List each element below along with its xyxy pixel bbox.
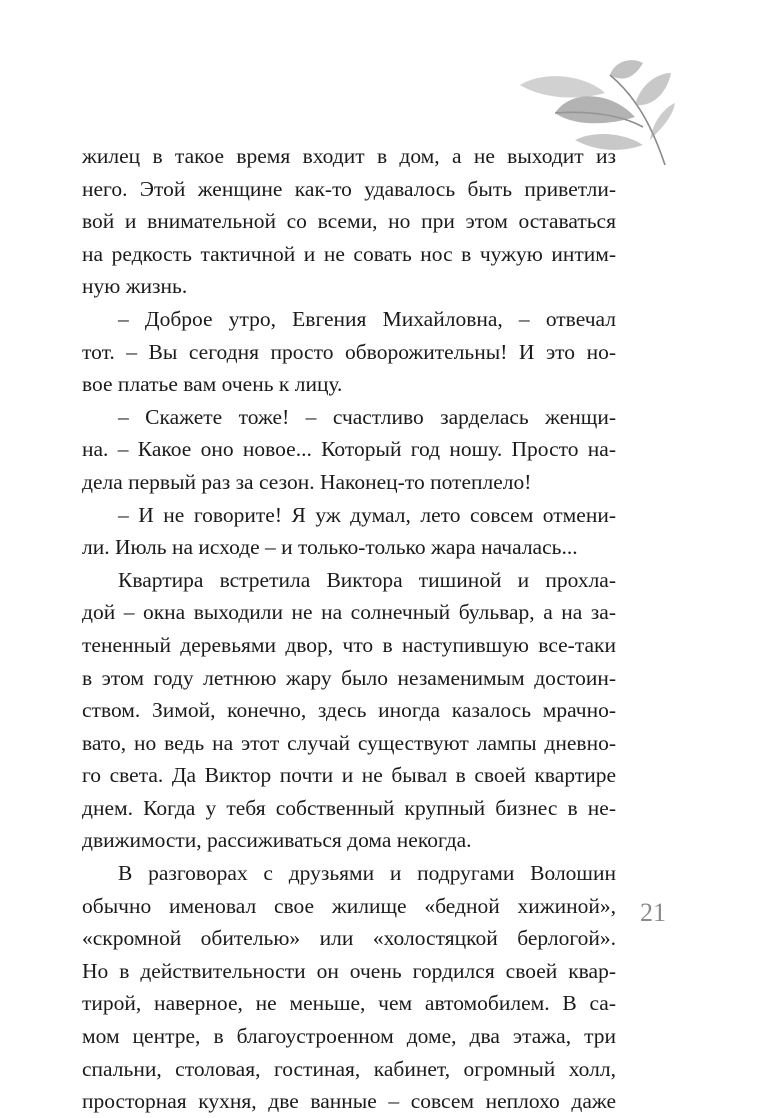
text-line-22: движимости, рассиживаться дома некогда. [82,828,472,853]
text-line-26: Но в действительности он очень гордился своей квар- [82,958,616,983]
text-line-1: жилец в такое время входит в дом, а не выходит из [82,144,616,168]
text-line-20: го света. Да Виктор почти и не бывал в своей квартире [82,763,616,788]
text-line-15: дой – окна выходили не на солнечный бульвар, а на за- [82,600,616,625]
text-line-8: вое платье вам очень к лицу. [82,372,343,397]
text-line-25: «скромной обителью» или «холостяцкой берлогой». [82,926,616,951]
text-line-10: на. – Какое оно новое... Который год ношу. Просто на- [82,437,616,462]
text-line-29: спальни, столовая, гостиная, кабинет, огромный холл, [82,1056,616,1081]
text-line-3: вой и внимательной со всеми, но при этом оставаться [82,209,616,234]
text-line-24: обычно именовал свое жилище «бедной хижиной», [82,893,616,918]
text-line-7: тот. – Вы сегодня просто обворожительны! И это но- [82,339,616,364]
text-line-21: днем. Когда у тебя собственный крупный бизнес в не- [82,795,616,820]
text-line-11: дела первый раз за сезон. Наконец-то потеплело! [82,469,532,494]
text-line-4: на редкость тактичной и не совать нос в чужую интим- [82,241,616,266]
page-number: 21 [640,898,666,927]
text-line-13: ли. Июль на исходе – и только-только жара началась... [82,535,578,560]
text-line-17: в этом году летнюю жару было незаменимым достоин- [82,665,616,690]
text-line-14: Квартира встретила Виктора тишиной и прохла- [118,567,616,592]
text-line-16: тененный деревьями двор, что в наступившую все-таки [82,632,616,657]
text-line-23: В разговорах с друзьями и подругами Волошин [118,861,616,886]
text-line-19: вато, но ведь на этот случай существуют лампы дневно- [82,730,616,755]
text-line-2: него. Этой женщине как-то удавалось быть приветли- [82,176,616,201]
text-line-12: – И не говорите! Я уж думал, лето совсем отмени- [118,502,616,527]
text-line-27: тирой, наверное, не меньше, чем автомобилем. В са- [82,991,616,1016]
text-line-30: просторная кухня, две ванные – совсем неплохо даже [82,1089,616,1114]
text-line-9: – Скажете тоже! – счастливо зарделась женщи- [118,404,616,429]
text-line-5: ную жизнь. [82,274,188,299]
body-text [82,140,616,1118]
text-line-28: мом центре, в благоустроенном доме, два этажа, три [82,1024,616,1049]
text-line-6: – Доброе утро, Евгения Михайловна, – отвечал [118,306,616,331]
text-line-18: ством. Зимой, конечно, здесь иногда казалось мрачно- [82,698,616,723]
